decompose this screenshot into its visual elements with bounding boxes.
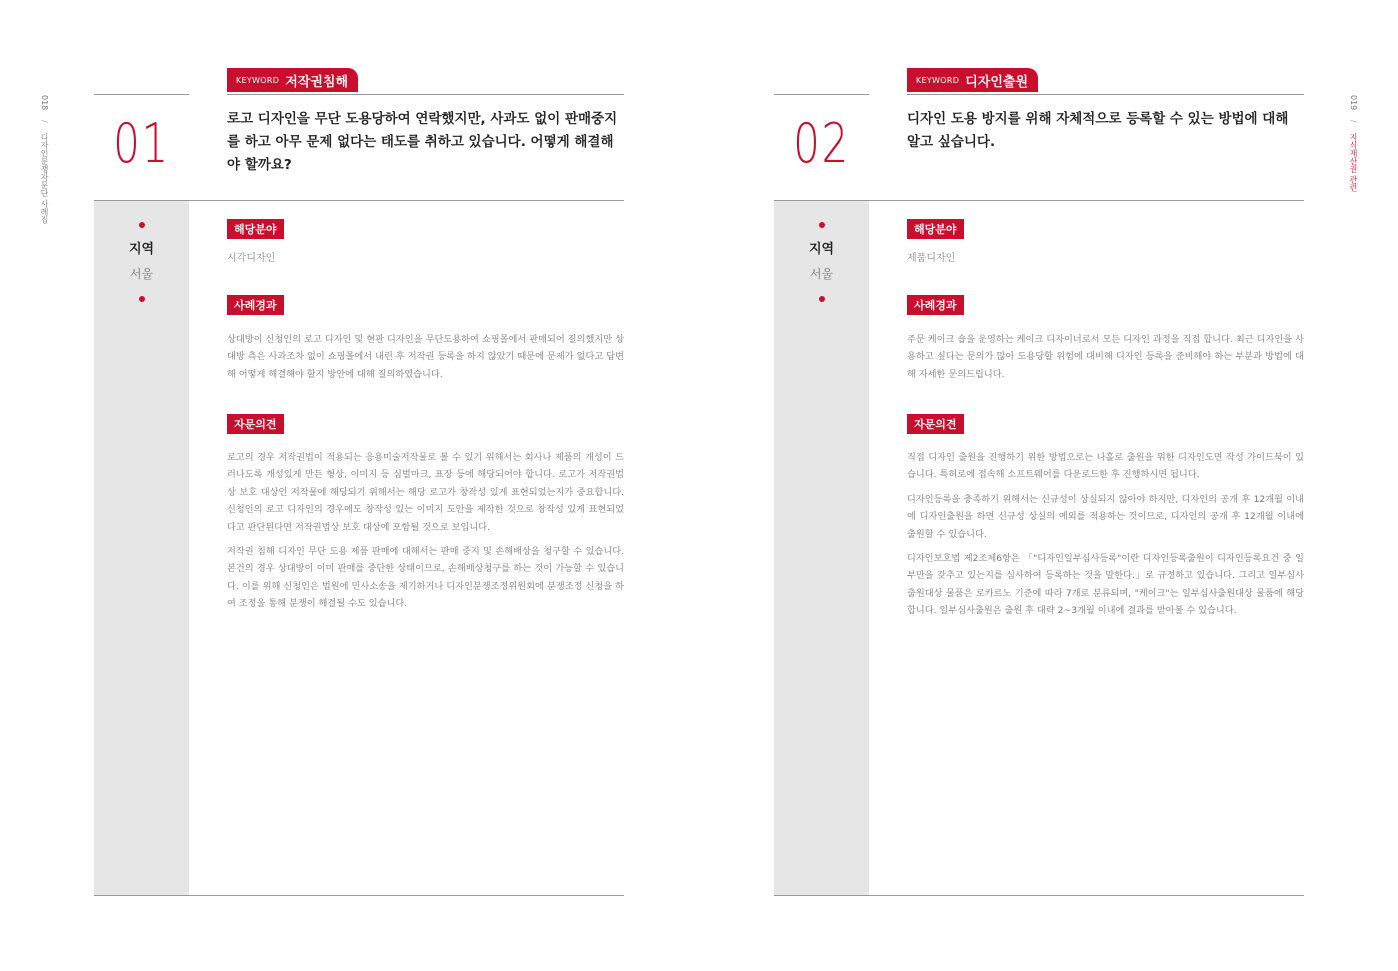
field-value: 제품디자인 — [907, 253, 956, 264]
bullet-dot — [819, 296, 825, 302]
opinion-tag: 자문의견 — [907, 414, 964, 434]
background-text — [227, 331, 624, 383]
region-value: 서울 — [809, 267, 834, 281]
bullet-dot — [139, 296, 145, 302]
right-running-head — [1348, 95, 1359, 192]
separator: / — [40, 120, 49, 123]
bullet-dot — [139, 222, 145, 228]
divider — [94, 895, 624, 896]
divider — [907, 94, 1304, 95]
running-title-right: 지식재산권 관련 — [1349, 132, 1358, 192]
region-label: 지역 — [128, 242, 155, 257]
divider — [774, 895, 1304, 896]
paragraph: 디자인보호법 제2조제6항은 「"디자인일부심사등록"이란 디자인등록출원이 디자인등록요건 중 일부만을 갖추고 있는지를 심사하여 등록하는 것을 말한다.」로 규정하고 있습니다. 그리고 일부심사출원대상 물품은 로카르노 기준에 따라 7개로 분류되며, "케이크"는 일부심사출원대상 물품에 해당합니다. 일부심사출원은 출원 후 대략 2~3개월 이내에 결과를 받아볼 수 있습니다. — [907, 553, 1304, 617]
case-01 — [94, 0, 624, 971]
keyword-prefix: KEYWORD — [236, 75, 280, 85]
separator: / — [1349, 120, 1358, 123]
field-tag: 해당분야 — [907, 219, 964, 239]
case-02 — [774, 0, 1304, 971]
case-number: 01 — [113, 112, 170, 175]
paragraph: 주문 케이크 숍을 운영하는 케이크 디자이너로서 모든 디자인 과정을 직접 합니다. 최근 디자인을 사용하고 싶다는 문의가 많아 도용당할 위험에 대비해 디자인 등록을 준비해야 하는 부분과 방법에 대해 자세한 문의드립니다. — [907, 334, 1304, 380]
region-label: 지역 — [808, 242, 835, 257]
page-number-right: 019 — [1349, 95, 1358, 111]
background-tag: 사례경과 — [227, 295, 284, 315]
running-title-left: 디자인분쟁자문단 사례집 — [40, 132, 49, 224]
case-question: 디자인 도용 방지를 위해 자체적으로 등록할 수 있는 방법에 대해 알고 싶습니다. — [907, 111, 1289, 150]
region-block — [94, 222, 189, 302]
divider — [94, 94, 189, 95]
keyword-text: 디자인출원 — [965, 74, 1029, 90]
opinion-text — [227, 449, 624, 613]
keyword-prefix: KEYWORD — [916, 75, 960, 85]
paragraph: 저작권 침해 디자인 무단 도용 제품 판매에 대해서는 판매 중지 및 손해배상을 청구할 수 있습니다. 본건의 경우 상대방이 이미 판매를 중단한 상태이므로, 손해배상청구를 하는 것이 가능할 수 있습니다. 이를 위해 신청인은 법원에 민사소송을 제기하거나 디자인분쟁조정위원회에 분쟁조정 신청을 하여 조정을 통해 분쟁이 해결될 수도 있습니다. — [227, 546, 624, 610]
field-value: 시각디자인 — [227, 253, 276, 264]
left-running-head — [39, 95, 50, 224]
page-number-left: 018 — [40, 95, 49, 111]
paragraph: 상대방이 신청인의 로고 디자인 및 현판 디자인을 무단도용하여 쇼핑몰에서 판매되어 질의했지만 상대방 측은 사과조차 없이 쇼핑몰에서 내린 후 저작권 등록을 하지 않았기 때문에 문제가 없다고 답변해 어떻게 해결해야 할지 방안에 대해 질의하였습니다. — [227, 334, 624, 380]
region-block — [774, 222, 869, 302]
divider — [774, 94, 869, 95]
opinion-text — [907, 449, 1304, 620]
divider — [774, 200, 1304, 201]
field-tag: 해당분야 — [227, 219, 284, 239]
paragraph: 로고의 경우 저작권법이 적용되는 응용미술저작물로 볼 수 있기 위해서는 회사나 제품의 개성이 드러나도록 개성있게 만든 형상, 이미지 등 심벌마크, 표장 등에 해당되어야 합니다. 로고가 저작권법상 보호 대상인 저작물에 해당되기 위해서는 해당 로고가 창작성 있게 표현되었는지가 중요합니다. 신청인의 로고 디자인의 경우에도 창작성 있는 이미지 도안을 제작한 것으로 창작성 있게 표현되었다고 판단된다면 저작권법상 보호 대상에 포함될 것으로 보입니다. — [227, 452, 624, 533]
divider — [94, 200, 624, 201]
paragraph: 디자인등록을 충족하기 위해서는 신규성이 상실되지 않아야 하지만, 디자인의 공개 후 12개월 이내에 디자인출원을 하면 신규성 상실의 예외를 적용하는 것이므로, 디자인의 공개 후 12개월 이내에 출원할 수 있습니다. — [907, 493, 1304, 540]
region-value: 서울 — [129, 267, 154, 281]
sidebar-panel — [774, 200, 869, 896]
keyword-badge — [907, 68, 1038, 92]
background-tag: 사례경과 — [907, 295, 964, 315]
keyword-badge — [227, 68, 358, 92]
case-number: 02 — [793, 112, 850, 175]
divider — [227, 94, 624, 95]
paragraph: 직접 디자인 출원을 진행하기 위한 방법으로는 나홀로 출원을 위한 디자인도면 작성 가이드북이 있습니다. 특허로에 접속해 소프트웨어를 다운로드한 후 진행하시면 됩니다. — [907, 452, 1304, 481]
background-text — [907, 331, 1304, 383]
bullet-dot — [819, 222, 825, 228]
keyword-text: 저작권침해 — [285, 74, 349, 90]
sidebar-panel — [94, 200, 189, 896]
case-question: 로고 디자인을 무단 도용당하여 연락했지만, 사과도 없이 판매중지를 하고 아무 문제 없다는 태도를 취하고 있습니다. 어떻게 해결해야 할까요? — [227, 111, 618, 173]
opinion-tag: 자문의견 — [227, 414, 284, 434]
